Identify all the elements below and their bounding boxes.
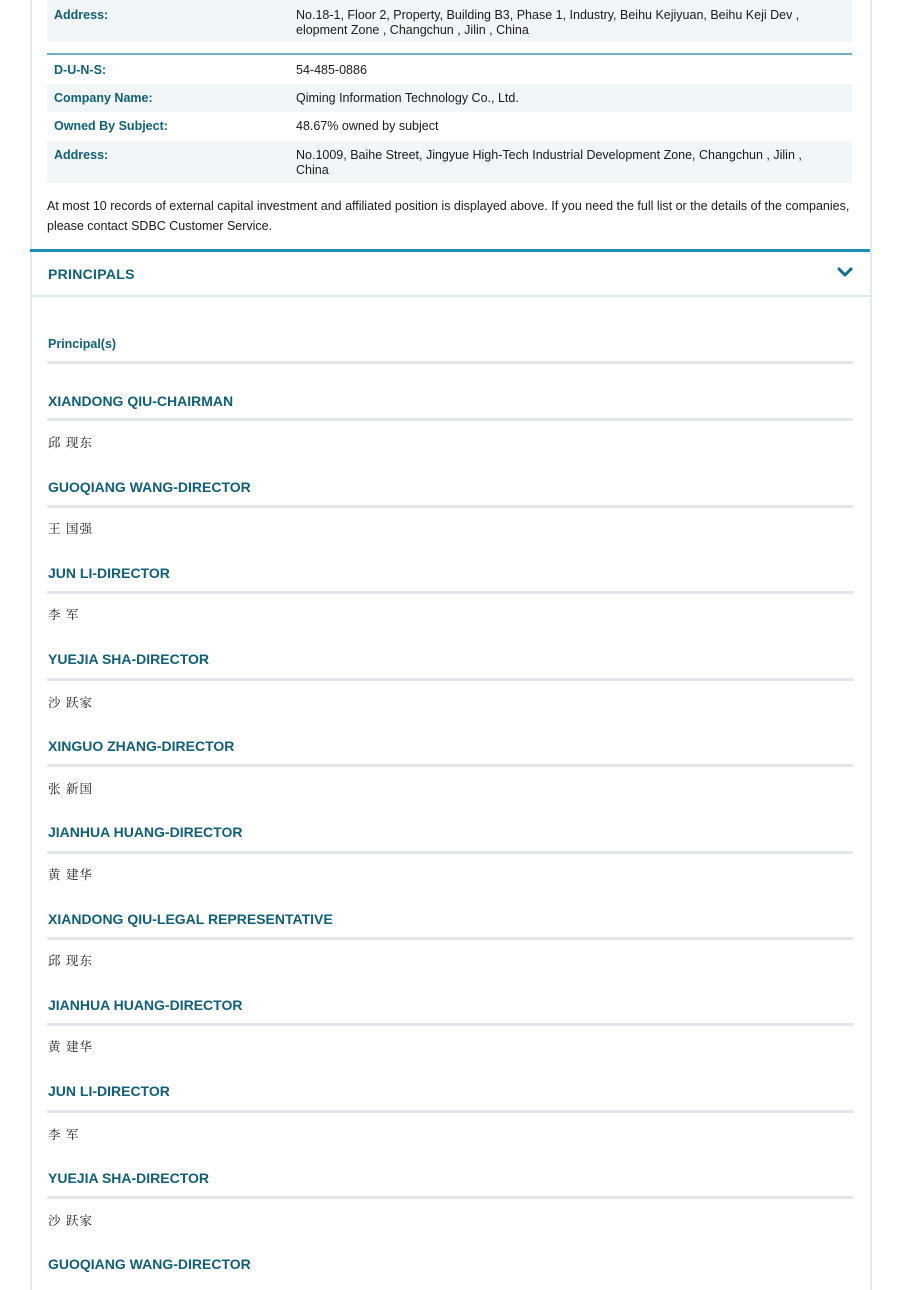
principal-divider: [47, 1023, 853, 1026]
principal-name: JUN LI-DIRECTOR: [48, 1083, 170, 1099]
duns-label: D-U-N-S:: [54, 63, 107, 77]
principal-divider: [47, 678, 853, 681]
section-top-border: [30, 249, 870, 252]
principal-chinese-name: 王 国强: [48, 522, 93, 536]
principal-divider: [47, 1110, 853, 1113]
owned-by-subject-label: Owned By Subject:: [54, 119, 168, 133]
principal-divider: [47, 851, 853, 854]
principal-chinese-name: 李 军: [48, 608, 80, 622]
principal-name: XIANDONG QIU-CHAIRMAN: [48, 393, 234, 409]
principal-name: YUEJIA SHA-DIRECTOR: [48, 651, 210, 667]
principal-name: XIANDONG QIU-LEGAL REPRESENTATIVE: [48, 911, 333, 927]
chevron-down-icon[interactable]: [837, 266, 853, 278]
table-row: [47, 84, 852, 112]
table-row: [47, 141, 852, 183]
principals-subtitle: Principal(s): [48, 337, 117, 351]
affiliate-divider: [47, 53, 852, 55]
principal-divider: [47, 591, 853, 594]
address-value: No.18-1, Floor 2, Property, Building B3, Phase 1, Industry, Beihu Kejiyuan, Beihu Keji Dev , elopment Zone , Changchun , Jilin , China: [296, 8, 800, 37]
address-value: No.1009, Baihe Street, Jingyue High-Tech Industrial Development Zone, Changchun , Jilin , China: [296, 148, 802, 177]
principal-chinese-name: 张 新国: [48, 782, 93, 796]
company-name-value: Qiming Information Technology Co., Ltd.: [296, 91, 519, 105]
principal-chinese-name: 黄 建华: [48, 868, 93, 882]
table-row: [47, 56, 852, 84]
subtitle-divider: [47, 361, 853, 364]
principal-divider: [47, 764, 853, 767]
principal-name: YUEJIA SHA-DIRECTOR: [48, 1170, 210, 1186]
principal-chinese-name: 邱 现东: [48, 954, 93, 968]
principal-divider: [47, 418, 853, 421]
duns-value: 54-485-0886: [296, 63, 367, 77]
principals-section-header[interactable]: PRINCIPALS: [48, 266, 135, 282]
principal-chinese-name: 黄 建华: [48, 1040, 93, 1054]
address-label: Address:: [54, 8, 109, 22]
principal-name: GUOQIANG WANG-DIRECTOR: [48, 479, 251, 495]
section-header-divider: [30, 295, 870, 297]
principal-name: JIANHUA HUANG-DIRECTOR: [48, 824, 243, 840]
principal-name: GUOQIANG WANG-DIRECTOR: [48, 1256, 251, 1272]
table-row: [47, 112, 852, 140]
owned-by-subject-value: 48.67% owned by subject: [296, 119, 439, 133]
principal-divider: [47, 1196, 853, 1199]
address-label: Address:: [54, 148, 109, 162]
principal-chinese-name: 李 军: [48, 1128, 80, 1142]
principal-chinese-name: 沙 跃家: [48, 696, 93, 710]
records-note: At most 10 records of external capital investment and affiliated position is displayed above. If you need the full list or the details of the companies, please contact SDBC Customer Service.: [47, 199, 850, 233]
principal-name: JUN LI-DIRECTOR: [48, 565, 170, 581]
table-row: [47, 0, 852, 42]
principal-name: JIANHUA HUANG-DIRECTOR: [48, 997, 243, 1013]
principal-chinese-name: 沙 跃家: [48, 1214, 93, 1228]
principal-divider: [47, 505, 853, 508]
principal-divider: [47, 937, 853, 940]
principal-name: XINGUO ZHANG-DIRECTOR: [48, 738, 235, 754]
principal-chinese-name: 邱 现东: [48, 436, 93, 450]
company-name-label: Company Name:: [54, 91, 153, 105]
